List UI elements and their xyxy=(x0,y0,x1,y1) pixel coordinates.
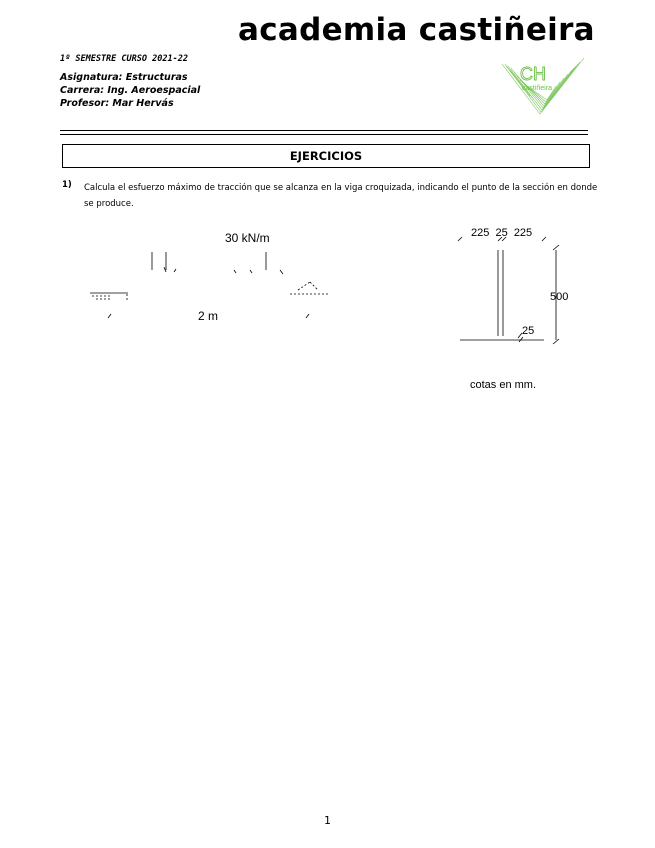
exercise-figures xyxy=(0,220,655,400)
header-rule xyxy=(60,130,588,131)
section-title: EJERCICIOS xyxy=(289,149,363,163)
exercise-statement: Calcula el esfuerzo máximo de tracción que se alcanza en la viga croquizada, indicando el punto de la sección en donde se produce. xyxy=(84,183,598,209)
beam-diagram xyxy=(90,231,328,323)
web-thickness-label: 25 xyxy=(522,325,535,337)
page-number: 1 xyxy=(324,814,331,827)
course-info xyxy=(60,71,200,110)
header-rule-thin xyxy=(60,134,588,135)
logo-letters: CH xyxy=(520,64,546,84)
flange-dimensions-label: 225 25 225 xyxy=(471,227,533,239)
degree-line: Carrera: Ing. Aeroespacial xyxy=(60,85,201,96)
height-dimension-label: 500 xyxy=(550,291,569,303)
exercise-number: 1) xyxy=(62,180,72,190)
teacher-line: Profesor: Mar Hervás xyxy=(60,98,174,109)
academy-logo xyxy=(500,56,586,118)
span-length-label: 2 m xyxy=(198,309,219,323)
section-title-box xyxy=(62,144,590,168)
units-note: cotas en mm. xyxy=(470,379,537,391)
distributed-load-label: 30 kN/m xyxy=(225,231,270,245)
cross-section-diagram xyxy=(458,227,568,391)
subject-line: Asignatura: Estructuras xyxy=(60,72,188,83)
semester-label: 1º SEMESTRE CURSO 2021-22 xyxy=(60,54,188,64)
logo-caption: castiñeira xyxy=(522,85,552,92)
academy-brand-title: academia castiñeira xyxy=(238,12,595,48)
